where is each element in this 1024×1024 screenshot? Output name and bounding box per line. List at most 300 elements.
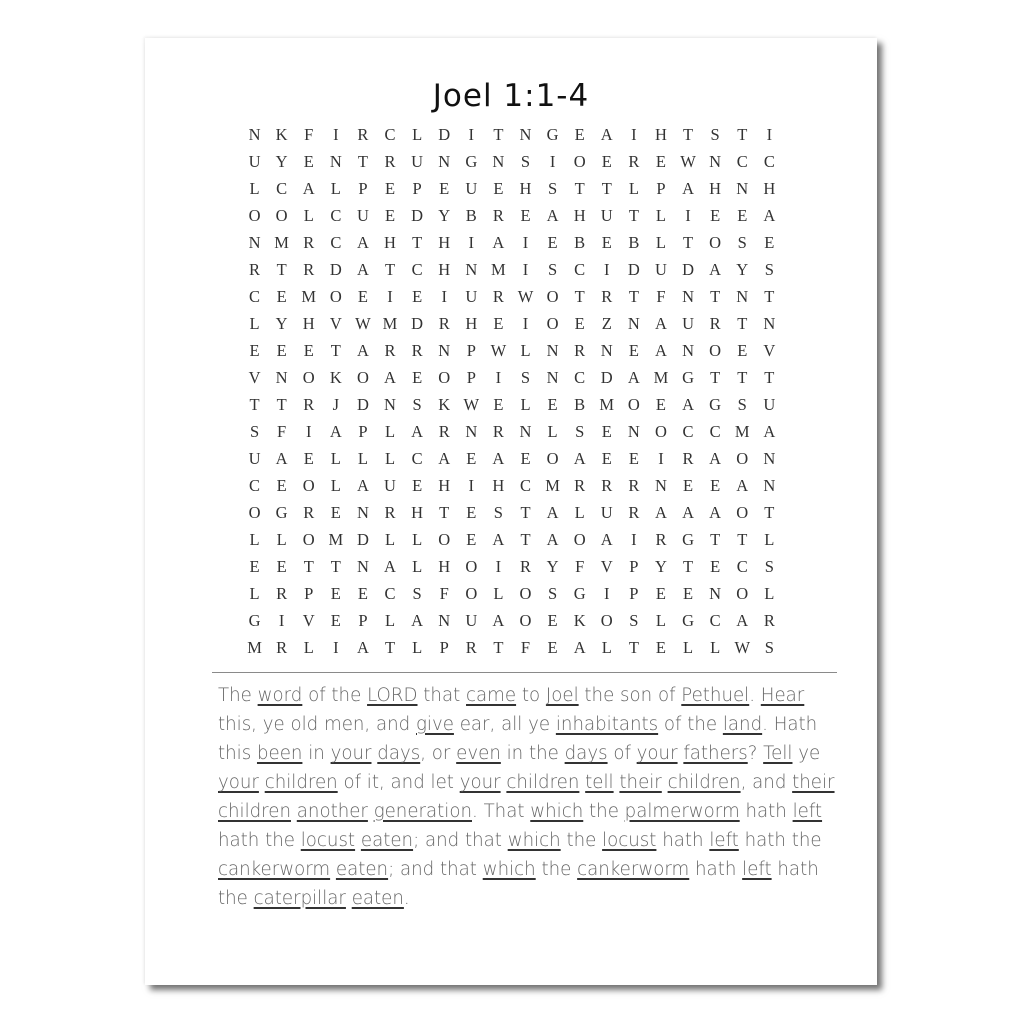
grid-letter: E [547, 610, 558, 630]
hidden-word: give [416, 714, 454, 735]
grid-letter: E [384, 178, 396, 198]
grid-letter: U [654, 259, 667, 279]
grid-letter: W [355, 313, 371, 333]
grid-letter: E [655, 151, 666, 171]
grid-letter: C [411, 259, 423, 279]
grid-letter: T [574, 178, 585, 198]
passage-text: . [749, 685, 761, 706]
grid-letter: U [600, 502, 613, 522]
grid-letter: V [302, 610, 315, 630]
grid-letter: R [574, 340, 586, 360]
hidden-word: days [564, 743, 608, 764]
grid-letter: O [465, 556, 478, 576]
grid-letter: T [249, 394, 260, 414]
grid-letter: D [329, 259, 342, 279]
grid-row [241, 418, 781, 445]
grid-letter: E [547, 394, 558, 414]
grid-letter: E [764, 232, 775, 252]
hidden-word: left [792, 801, 823, 822]
grid-letter: N [329, 151, 342, 171]
grid-letter: I [766, 124, 773, 144]
passage-text: hath [656, 830, 710, 851]
grid-letter: C [519, 475, 531, 495]
grid-letter: E [628, 340, 639, 360]
grid-letter: E [384, 205, 396, 225]
grid-letter: T [601, 178, 612, 198]
grid-letter: A [384, 367, 396, 387]
grid-letter: A [546, 205, 559, 225]
grid-letter: E [330, 583, 341, 603]
grid-letter: L [683, 637, 694, 657]
hidden-word: their [792, 772, 835, 793]
grid-letter: E [493, 394, 504, 414]
hidden-word: word [257, 685, 303, 706]
grid-letter: L [764, 529, 775, 549]
grid-letter: M [545, 475, 560, 495]
grid-letter: O [302, 529, 315, 549]
grid-letter: T [737, 529, 748, 549]
grid-letter: E [412, 367, 423, 387]
grid-row [241, 310, 781, 337]
grid-letter: W [680, 151, 696, 171]
grid-letter: G [465, 151, 478, 171]
grid-letter: H [654, 124, 667, 144]
hidden-word: came [466, 685, 517, 706]
grid-letter: N [465, 421, 478, 441]
grid-letter: R [655, 529, 667, 549]
grid-letter: T [737, 313, 748, 333]
grid-letter: P [466, 340, 476, 360]
grid-letter: O [736, 583, 749, 603]
grid-letter: H [573, 205, 586, 225]
grid-row [241, 634, 781, 661]
grid-row [241, 580, 781, 607]
grid-letter: P [656, 178, 666, 198]
grid-letter: I [495, 556, 502, 576]
grid-letter: E [330, 610, 341, 630]
grid-letter: A [654, 340, 667, 360]
grid-letter: L [357, 448, 368, 468]
grid-letter: P [466, 367, 476, 387]
hidden-word: generation [373, 801, 472, 822]
grid-letter: L [249, 583, 260, 603]
hidden-word: days [377, 743, 421, 764]
grid-letter: M [328, 529, 344, 549]
grid-letter: R [303, 502, 315, 522]
grid-letter: C [276, 178, 288, 198]
grid-letter: T [683, 556, 694, 576]
grid-letter: A [736, 610, 749, 630]
grid-letter: A [411, 421, 424, 441]
hidden-word: cankerworm [577, 859, 690, 880]
grid-letter: R [276, 583, 288, 603]
grid-letter: O [438, 367, 451, 387]
hidden-word: their [619, 772, 662, 793]
grid-letter: A [356, 475, 369, 495]
grid-letter: A [492, 610, 505, 630]
grid-row [241, 472, 781, 499]
grid-letter: W [734, 637, 751, 657]
grid-letter: N [627, 421, 640, 441]
hidden-word: which [507, 830, 561, 851]
grid-letter: R [492, 421, 504, 441]
grid-letter: A [709, 448, 722, 468]
grid-letter: N [682, 286, 694, 306]
grid-letter: O [465, 583, 478, 603]
passage-text: of the [302, 685, 368, 706]
grid-letter: P [629, 556, 639, 576]
grid-letter: R [492, 286, 504, 306]
passage-text: hath the [738, 830, 822, 851]
grid-letter: A [546, 529, 559, 549]
grid-letter: D [411, 205, 424, 225]
grid-letter: F [439, 583, 449, 603]
grid-letter: F [575, 556, 585, 576]
grid-letter: G [682, 610, 694, 630]
hidden-word: children [506, 772, 580, 793]
grid-letter: P [358, 610, 368, 630]
grid-letter: E [439, 178, 450, 198]
hidden-word: your [459, 772, 501, 793]
grid-letter: E [520, 205, 531, 225]
grid-letter: E [303, 151, 314, 171]
grid-letter: T [628, 637, 639, 657]
grid-letter: C [682, 421, 694, 441]
grid-letter: F [520, 637, 531, 657]
grid-letter: A [736, 475, 749, 495]
grid-letter: P [439, 637, 449, 657]
grid-letter: V [329, 313, 342, 333]
grid-letter: T [303, 556, 314, 576]
grid-letter: N [763, 448, 776, 468]
grid-letter: R [628, 475, 640, 495]
grid-letter: H [465, 313, 478, 333]
grid-letter: O [546, 286, 559, 306]
grid-letter: U [600, 205, 613, 225]
grid-letter: I [631, 124, 637, 144]
grid-letter: Y [438, 205, 451, 225]
grid-row [241, 499, 781, 526]
grid-letter: Y [736, 259, 749, 279]
grid-letter: A [709, 259, 722, 279]
grid-letter: L [330, 475, 341, 495]
hidden-word: left [709, 830, 739, 851]
hidden-word: eaten [335, 859, 389, 880]
grid-letter: H [438, 259, 451, 279]
grid-letter: H [709, 178, 722, 198]
grid-letter: A [411, 610, 424, 630]
grid-letter: C [574, 259, 586, 279]
grid-letter: P [358, 178, 368, 198]
grid-letter: H [492, 475, 505, 495]
grid-letter: T [764, 367, 775, 387]
hidden-word: children [264, 772, 338, 793]
grid-letter: L [384, 610, 396, 630]
grid-letter: R [276, 637, 288, 657]
grid-letter: U [465, 178, 478, 198]
grid-letter: R [357, 124, 369, 144]
passage-text: , and [740, 772, 793, 793]
grid-letter: L [764, 583, 775, 603]
hidden-word: caterpillar [253, 888, 346, 909]
grid-letter: B [574, 232, 586, 252]
passage-text: hath the [218, 859, 819, 909]
grid-letter: S [764, 259, 774, 279]
grid-letter: K [573, 610, 586, 630]
grid-letter: T [384, 259, 396, 279]
grid-letter: I [468, 232, 475, 252]
grid-letter: E [276, 475, 287, 495]
grid-letter: F [304, 124, 314, 144]
grid-letter: A [709, 502, 722, 522]
grid-letter: T [520, 529, 531, 549]
grid-letter: U [384, 475, 396, 495]
grid-letter: C [411, 448, 423, 468]
grid-letter: S [520, 151, 531, 171]
hidden-word: children [667, 772, 741, 793]
hidden-word: which [530, 801, 584, 822]
grid-letter: L [303, 637, 314, 657]
grid-letter: A [384, 556, 396, 576]
grid-letter: R [438, 421, 450, 441]
grid-row [241, 202, 781, 229]
grid-letter: N [682, 340, 694, 360]
grid-letter: H [302, 313, 315, 333]
grid-letter: E [683, 475, 694, 495]
grid-letter: U [248, 448, 261, 468]
grid-letter: E [249, 556, 260, 576]
grid-letter: R [601, 286, 613, 306]
grid-letter: O [709, 340, 722, 360]
grid-letter: N [248, 124, 261, 144]
grid-letter: I [387, 286, 393, 306]
hidden-word: tell [585, 772, 614, 793]
grid-letter: A [492, 232, 505, 252]
grid-letter: O [627, 394, 640, 414]
grid-letter: T [520, 502, 531, 522]
grid-letter: C [249, 475, 261, 495]
grid-letter: E [466, 529, 477, 549]
grid-letter: T [764, 502, 775, 522]
grid-letter: N [627, 313, 640, 333]
grid-letter: L [249, 313, 260, 333]
grid-letter: O [248, 502, 261, 522]
grid-letter: A [627, 367, 640, 387]
passage-text: ear, all ye [453, 714, 556, 735]
grid-letter: O [329, 286, 342, 306]
grid-letter: E [276, 286, 287, 306]
grid-letter: S [710, 124, 720, 144]
grid-letter: M [247, 637, 262, 657]
grid-letter: S [547, 178, 558, 198]
hidden-word: Tell [763, 743, 793, 764]
grid-letter: L [303, 205, 314, 225]
passage-text: . Hath this [218, 714, 818, 764]
grid-letter: O [356, 367, 369, 387]
grid-letter: M [274, 232, 289, 252]
grid-letter: N [438, 340, 451, 360]
worksheet-page [145, 38, 877, 985]
grid-row [241, 364, 781, 391]
grid-letter: A [682, 178, 694, 198]
grid-letter: M [301, 286, 317, 306]
grid-letter: L [520, 394, 531, 414]
grid-letter: O [736, 448, 749, 468]
grid-letter: A [546, 502, 559, 522]
grid-letter: I [549, 151, 556, 171]
grid-letter: A [356, 637, 369, 657]
grid-letter: R [249, 259, 261, 279]
word-search-grid [241, 121, 781, 661]
grid-letter: H [519, 178, 532, 198]
grid-letter: P [358, 421, 368, 441]
grid-letter: E [466, 502, 477, 522]
grid-row [241, 229, 781, 256]
grid-letter: Y [654, 556, 667, 576]
grid-letter: L [249, 529, 260, 549]
grid-letter: M [382, 313, 398, 333]
grid-letter: R [411, 340, 423, 360]
grid-letter: E [655, 583, 666, 603]
grid-letter: S [412, 583, 422, 603]
grid-letter: S [575, 421, 585, 441]
grid-row [241, 283, 781, 310]
hidden-word: your [218, 772, 259, 793]
grid-letter: E [601, 232, 612, 252]
grid-letter: M [599, 394, 615, 414]
hidden-word: land [722, 714, 763, 735]
grid-letter: D [438, 124, 451, 144]
grid-row [241, 445, 781, 472]
grid-letter: R [303, 259, 315, 279]
hidden-word: your [636, 743, 678, 764]
grid-letter: K [329, 367, 342, 387]
grid-letter: L [384, 529, 396, 549]
grid-letter: H [438, 475, 451, 495]
grid-letter: O [600, 610, 613, 630]
divider [212, 672, 837, 673]
grid-letter: G [275, 502, 288, 522]
grid-letter: U [356, 205, 369, 225]
grid-letter: A [763, 421, 776, 441]
grid-letter: D [356, 394, 369, 414]
grid-letter: U [682, 313, 694, 333]
grid-letter: U [763, 394, 776, 414]
grid-letter: N [275, 367, 288, 387]
hidden-word: Hear [760, 685, 805, 706]
grid-letter: T [710, 529, 721, 549]
grid-row [241, 337, 781, 364]
grid-letter: L [547, 421, 558, 441]
grid-letter: E [710, 205, 721, 225]
grid-letter: O [519, 610, 532, 630]
grid-letter: R [763, 610, 775, 630]
grid-letter: L [384, 421, 396, 441]
grid-letter: N [736, 286, 749, 306]
grid-letter: B [465, 205, 477, 225]
passage-text: the son of [578, 685, 682, 706]
grid-letter: S [493, 502, 503, 522]
grid-row [241, 526, 781, 553]
grid-letter: E [493, 313, 504, 333]
grid-letter: A [492, 448, 505, 468]
grid-letter: S [629, 610, 639, 630]
grid-letter: K [438, 394, 451, 414]
grid-letter: A [492, 529, 505, 549]
grid-letter: A [763, 205, 776, 225]
grid-letter: H [384, 232, 396, 252]
grid-row [241, 148, 781, 175]
grid-letter: L [628, 178, 639, 198]
grid-letter: O [438, 529, 451, 549]
grid-letter: F [656, 286, 666, 306]
grid-letter: S [737, 232, 747, 252]
grid-letter: H [438, 556, 451, 576]
grid-letter: A [275, 448, 288, 468]
grid-letter: L [655, 232, 666, 252]
grid-letter: O [709, 232, 722, 252]
grid-letter: U [248, 151, 261, 171]
grid-letter: R [384, 502, 396, 522]
grid-letter: E [655, 637, 666, 657]
grid-letter: N [709, 583, 722, 603]
grid-letter: I [495, 367, 502, 387]
passage-text: that [417, 685, 467, 706]
passage-text: to [516, 685, 546, 706]
grid-letter: I [604, 259, 610, 279]
grid-letter: A [356, 340, 369, 360]
grid-letter: I [522, 232, 529, 252]
grid-letter: E [466, 448, 477, 468]
grid-letter: A [600, 124, 613, 144]
grid-letter: O [546, 313, 559, 333]
grid-letter: L [710, 637, 721, 657]
hidden-word: eaten [360, 830, 414, 851]
grid-row [241, 121, 781, 148]
grid-letter: E [710, 475, 721, 495]
grid-letter: E [303, 340, 314, 360]
grid-letter: R [628, 151, 640, 171]
grid-letter: C [330, 205, 342, 225]
grid-letter: S [764, 556, 774, 576]
grid-letter: C [574, 367, 586, 387]
passage-text: . [403, 888, 410, 909]
grid-letter: D [411, 313, 424, 333]
passage-text: The [218, 685, 258, 706]
grid-letter: R [682, 448, 694, 468]
grid-letter: N [654, 475, 667, 495]
grid-letter: H [763, 178, 776, 198]
grid-letter: Y [275, 151, 288, 171]
grid-letter: T [439, 502, 450, 522]
grid-letter: I [468, 475, 475, 495]
grid-letter: N [519, 421, 532, 441]
grid-letter: R [519, 556, 531, 576]
grid-letter: S [547, 259, 558, 279]
grid-letter: C [384, 583, 396, 603]
grid-letter: G [573, 583, 586, 603]
grid-letter: M [653, 367, 669, 387]
grid-letter: N [248, 232, 261, 252]
grid-letter: A [356, 259, 369, 279]
grid-letter: E [412, 475, 423, 495]
grid-letter: R [492, 205, 504, 225]
hidden-word: locust [300, 830, 356, 851]
passage-text: in the [500, 743, 565, 764]
grid-letter: E [249, 340, 260, 360]
grid-letter: T [628, 286, 639, 306]
grid-letter: T [330, 340, 341, 360]
